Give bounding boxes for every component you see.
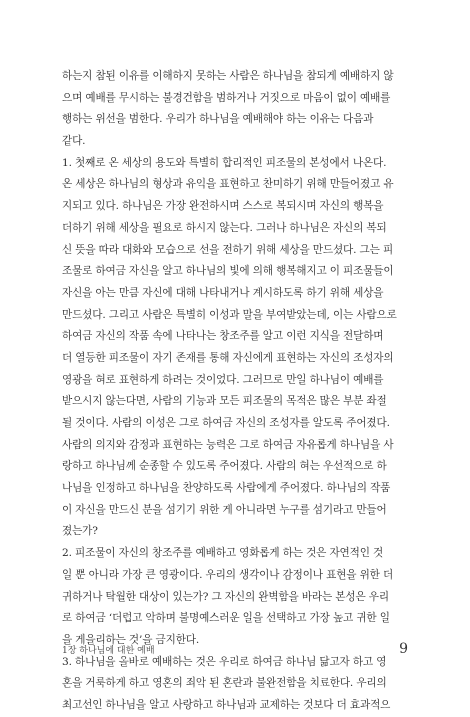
text-line: 자신을 아는 만큼 자신에 대해 나타내거나 계시하도록 하기 위해 세상을 [62, 286, 384, 299]
text-line: 2. 피조물이 자신의 창조주를 예배하고 영화롭게 하는 것은 자연적인 것 [62, 547, 384, 560]
text-line: 으며 예배를 무시하는 불경건함을 범하거나 거짓으로 마음이 없이 예배를 [62, 91, 391, 104]
text-line: 나님을 인정하고 하나님을 찬양하도록 사람에게 주어졌다. 하나님의 작품 [62, 482, 391, 495]
text-line: 지되고 있다. 하나님은 가장 완전하시며 스스로 복되시며 자신의 행복을 [62, 200, 384, 213]
text-line: 3. 하나님을 올바로 예배하는 것은 우리로 하여금 하나님 닮고자 하고 영 [62, 655, 387, 668]
body-text [62, 66, 408, 717]
text-line: 조물로 하여금 자신을 알고 하나님의 빛에 의해 행복해지고 이 피조물들이 [62, 265, 394, 278]
text-line: 귀하거나 탁월한 대상이 있는가? 그 자신의 완벽함을 바라는 본성은 우리 [62, 590, 389, 603]
text-line: 이 자신을 만드신 분을 섬기기 위한 게 아니라면 누구를 섬기라고 만들어 [62, 503, 387, 516]
text-line: 될 것이다. 사람의 이성은 그로 하여금 자신의 조성자를 알도록 주어졌다. [62, 417, 390, 429]
text-line: 행하는 위선을 범한다. 우리가 하나님을 예배해야 하는 이유는 다음과 [62, 113, 374, 126]
running-footer-chapter-title: 1장 하나님에 대한 예배 [62, 646, 155, 656]
text-line: 같다. [62, 135, 86, 148]
text-line: 더 열등한 피조물이 자기 존재를 통해 자신에게 표현하는 자신의 조성자의 [62, 351, 394, 364]
text-line: 1. 첫째로 온 세상의 용도와 특별히 합리적인 피조물의 본성에서 나온다. [62, 156, 387, 169]
text-line: 만드셨다. 그리고 사람은 특별히 이성과 말을 부여받았는데, 이는 사람으로 [62, 308, 397, 321]
text-line: 혼을 거룩하게 하고 영혼의 죄악 된 혼란과 불완전함을 치료한다. 우리의 [62, 677, 387, 690]
text-line: 온 세상은 하나님의 형상과 유익을 표현하고 찬미하기 위해 만들어졌고 유 [62, 178, 394, 191]
text-line: 영광을 혀로 표현하게 하려는 것이었다. 그러므로 만일 하나님이 예배를 [62, 373, 384, 386]
text-line: 을 게을리하는 것’을 금지한다. [62, 633, 200, 646]
text-line: 랑하고 하나님께 순종할 수 있도록 주어졌다. 사람의 혀는 우선적으로 하 [62, 460, 387, 473]
text-line: 로 하여금 ‘더럽고 악하며 불명예스러운 일을 선택하고 가장 높고 귀한 일 [62, 612, 390, 625]
text-line: 졌는가? [62, 525, 98, 538]
page-number: 9 [399, 641, 408, 657]
text-line: 받으시지 않는다면, 사람의 기능과 모든 피조물의 목적은 많은 부분 좌절 [62, 395, 387, 408]
text-line: 일 뿐 아니라 가장 큰 영광이다. 우리의 생각이나 감정이나 표현을 위한 더 [62, 568, 394, 581]
text-line: 더하기 위해 세상을 필요로 하시지 않는다. 그러나 하나님은 자신의 복되 [62, 221, 387, 234]
text-line: 신 뜻을 따라 대화와 모습으로 선을 전하기 위해 세상을 만드셨다. 그는 피 [62, 243, 394, 256]
text-line: 하여금 자신의 작품 속에 나타나는 창조주를 알고 이런 지식을 전달하며 [62, 330, 384, 343]
text-line: 사람의 의지와 감정과 표현하는 능력은 그로 하여금 자유롭게 하나님을 사 [62, 438, 394, 451]
text-line: 하는지 참된 이유를 이해하지 못하는 사람은 하나님을 참되게 예배하지 않 [62, 70, 394, 82]
text-line: 최고선인 하나님을 알고 사랑하고 하나님과 교제하는 것보다 더 효과적으 [62, 698, 391, 711]
